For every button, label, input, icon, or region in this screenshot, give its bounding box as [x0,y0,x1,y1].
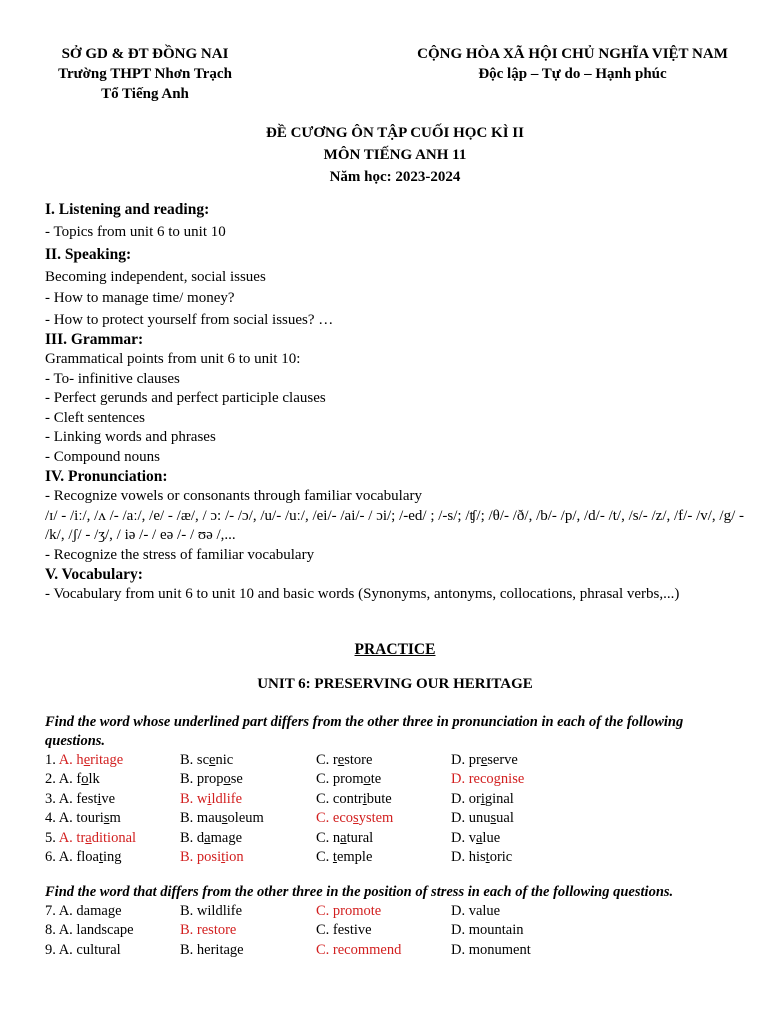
section-line: - Cleft sentences [45,409,145,426]
option-c [316,941,451,961]
stress-questions [45,902,745,961]
option-text: A. heritage [58,751,124,768]
option-d [451,941,651,961]
title-line-2: MÔN TIẾNG ANH 11 [323,147,467,163]
option-c [316,829,451,849]
section-heading: V. Vocabulary: [45,566,143,583]
option-d [451,770,651,790]
question-row [45,790,745,810]
option-d [451,848,651,868]
option-a: 8. A. landscape [45,922,134,938]
option-text: B. propose [180,771,243,787]
option-text: D. preserve [451,751,518,768]
section-line: - Topics from unit 6 to unit 10 [45,224,226,240]
option-text: D. value [451,902,501,919]
option-c [316,770,451,790]
section-line: Becoming independent, social issues [45,268,266,285]
title-line-3: Năm học: 2023-2024 [329,169,461,185]
option-a: 4. A. tourism [45,810,121,826]
option-b [180,829,316,849]
option-a: 9. A. cultural [45,941,121,958]
section-line: - Compound nouns [45,448,161,465]
option-text: B. wildlife [180,902,243,919]
school-name: Trường THPT Nhơn Trạch [58,66,232,82]
option-text: C. natural [316,829,374,846]
section-heading: II. Speaking: [45,245,132,263]
school-info [45,44,245,104]
section-heading: IV. Pronunciation: [45,468,168,485]
option-b [180,790,316,810]
option-b [180,751,316,771]
option-text: A. floating [58,849,122,865]
section-line: Grammatical points from unit 6 to unit 10: [45,351,301,367]
question-row [45,921,745,941]
option-text: C. restore [316,751,373,768]
question-row [45,941,745,961]
option-c [316,809,451,829]
option-d [451,790,651,810]
section-line: - Vocabulary from unit 6 to unit 10 and basic words (Synonyms, antonyms, collocations, phrasal verbs,...) [45,586,680,602]
section-line: /ɪ/ - /iː/, /ʌ /- /aː/, /e/ - /æ/, / ɔ: /- /ɔ/, /u/- /uː/, /ei/- /ai/- / ɔi/; /-ed/ ; /-s/; /ʧ/; /θ/- /ð/, /b/- /p/, /d/- /t/, /s/- /z/, /f/- /v/, /g/ - /k/, /ʃ/ - /ʒ/, / iə /- / eə /- / ʊə /,... [45,507,744,543]
option-a: 7. A. damage [45,902,122,919]
question-row [45,809,745,829]
option-text: D. monument [451,941,531,958]
option-b [180,809,316,829]
option-a: 6. A. floating [45,849,122,865]
section-line: - To- infinitive clauses [45,370,180,387]
option-c [316,848,451,868]
option-text: B. wildlife [180,790,243,807]
option-text: B. position [180,849,244,865]
option-b [180,770,316,790]
team-name: Tổ Tiếng Anh [101,86,189,102]
document-header [45,44,745,106]
option-c [316,902,451,922]
option-text: D. unusual [451,810,514,826]
motto: Độc lập – Tự do – Hạnh phúc [478,66,667,82]
question-row [45,770,745,790]
section-heading: III. Grammar: [45,331,144,348]
option-a: 3. A. festive [45,790,116,807]
option-b [180,941,316,961]
section-heading: I. Listening and reading: [45,201,210,218]
country-name: CỘNG HÒA XÃ HỘI CHỦ NGHĨA VIỆT NAM [417,46,728,62]
option-text: B. mausoleum [180,810,264,826]
dept-name: SỞ GD & ĐT ĐỒNG NAI [61,46,229,62]
option-text: B. scenic [180,751,234,768]
option-b [180,921,316,941]
option-text: A. damage [58,902,122,919]
option-text: C. temple [316,849,373,865]
option-text: A. cultural [58,941,121,958]
option-text: C. promote [316,902,382,919]
option-a: 1. A. heritage [45,751,124,768]
option-c [316,751,451,771]
option-text: C. contribute [316,790,392,807]
section-vocabulary [45,565,745,605]
option-d [451,921,651,941]
document-title [45,122,745,188]
option-text: A. folk [58,771,100,787]
section-pronunciation [45,467,745,565]
section-line: - How to protect yourself from social issues? … [45,311,334,328]
option-text: C. recommend [316,941,402,958]
question-row [45,829,745,849]
option-a: 5. A. traditional [45,829,137,846]
option-b [180,848,316,868]
instruction-stress: Find the word that differs from the other three in the position of stress in each of the following questions. [45,883,674,900]
section-line: - Perfect gerunds and perfect participle clauses [45,390,326,406]
option-d [451,809,651,829]
option-a: 2. A. folk [45,771,100,787]
option-text: D. recognise [451,771,525,787]
option-text: D. original [451,790,514,807]
section-listening [45,200,745,243]
question-row [45,751,745,771]
option-text: A. landscape [58,922,134,938]
question-row [45,902,745,922]
section-grammar [45,330,745,467]
section-line: - Linking words and phrases [45,429,216,445]
option-c [316,921,451,941]
option-text: D. mountain [451,922,524,938]
option-text: A. traditional [58,829,137,846]
section-speaking [45,245,745,331]
option-b [180,902,316,922]
section-line: - Recognize vowels or consonants through familiar vocabulary [45,488,422,504]
option-d [451,751,651,771]
national-motto [400,44,745,84]
title-line-1: ĐỀ CƯƠNG ÔN TẬP CUỐI HỌC KÌ II [266,125,524,141]
option-text: A. festive [58,790,116,807]
practice-heading: PRACTICE [354,640,436,658]
option-d [451,829,651,849]
option-text: C. festive [316,922,372,938]
option-text: D. value [451,829,501,846]
unit-heading: UNIT 6: PRESERVING OUR HERITAGE [257,675,533,692]
option-text: C. promote [316,771,382,787]
document-page [45,44,745,960]
option-text: A. tourism [58,810,121,826]
option-text: D. historic [451,849,513,865]
section-line: - How to manage time/ money? [45,290,235,306]
section-line: - Recognize the stress of familiar vocabulary [45,546,315,563]
option-text: B. restore [180,922,237,938]
option-text: B. heritage [180,941,244,958]
instruction-pronunciation: Find the word whose underlined part differs from the other three in pronunciation in each of the following questions. [45,713,684,749]
option-text: C. ecosystem [316,810,394,826]
option-c [316,790,451,810]
option-text: B. damage [180,829,243,846]
pronunciation-questions [45,751,745,868]
option-d [451,902,651,922]
question-row [45,848,745,868]
